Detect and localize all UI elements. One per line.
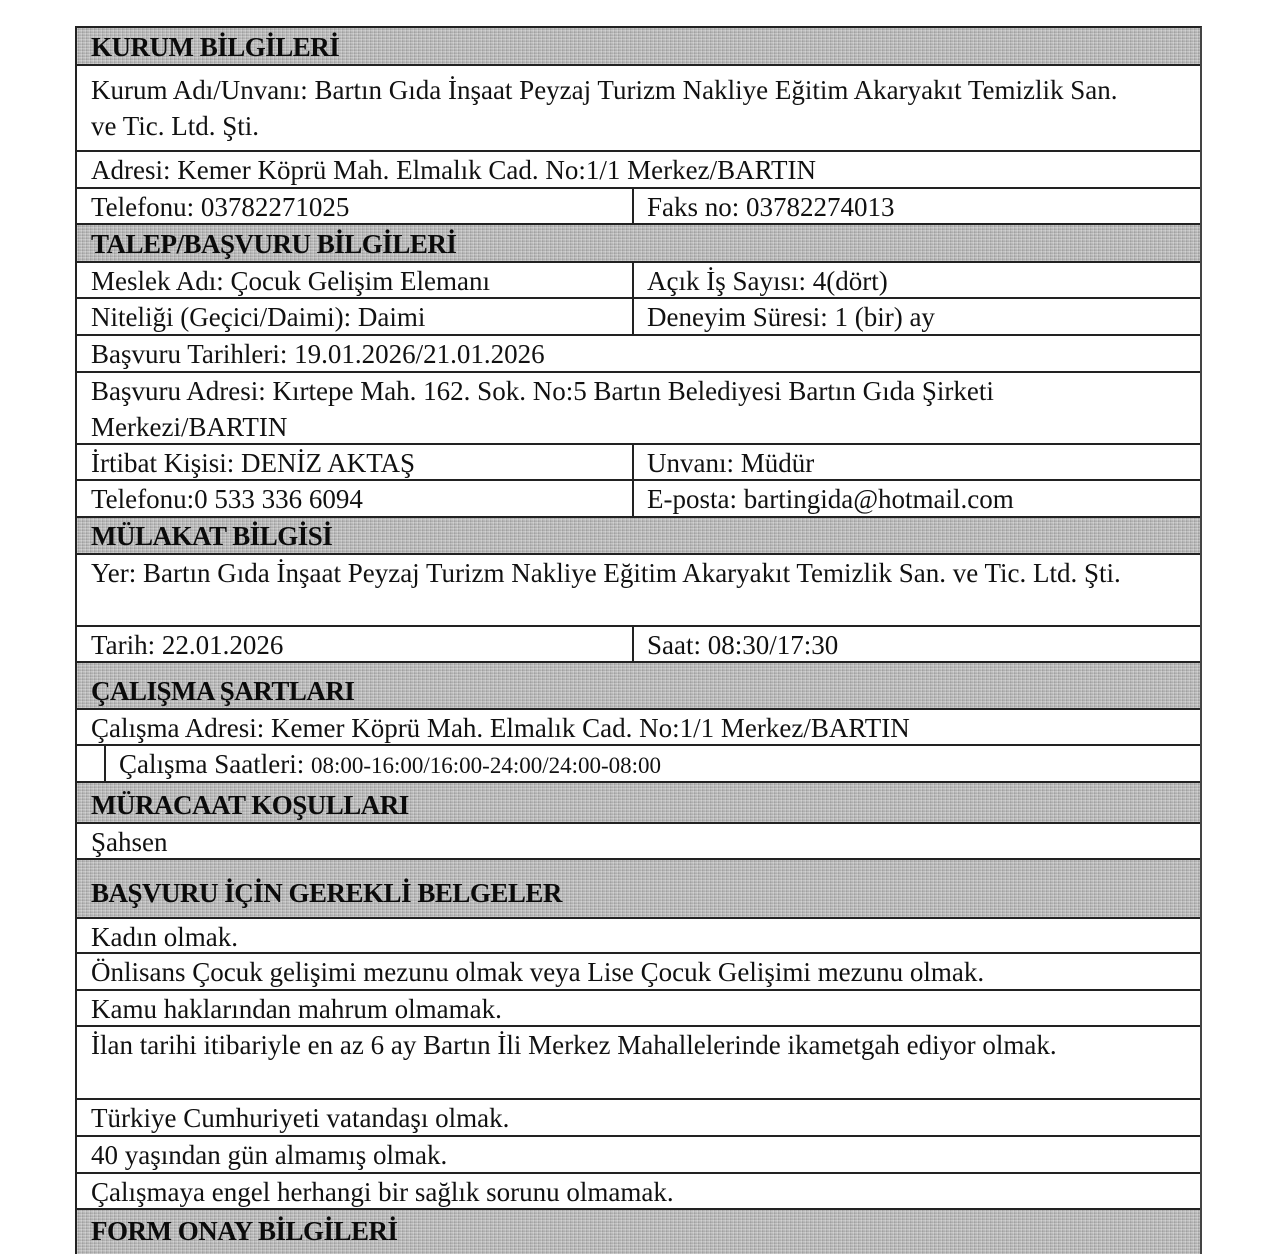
mulakat-saat: Saat: 08:30/17:30 <box>647 630 839 660</box>
section-title: MÜLAKAT BİLGİSİ <box>91 521 333 551</box>
belge-item <box>77 1174 1200 1210</box>
belge-text: Kamu haklarından mahrum olmamak. <box>91 994 502 1024</box>
row-calisma-saatleri <box>77 746 1200 783</box>
mulakat-yer: Yer: Bartın Gıda İnşaat Peyzaj Turizm Nakliye Eğitim Akaryakıt Temizlik San. ve Tic. Ltd. Şti. <box>91 558 1121 588</box>
belge-item <box>77 1100 1200 1137</box>
row-nitelik <box>77 299 1200 336</box>
mulakat-tarih: Tarih: 22.01.2026 <box>77 627 634 661</box>
belge-text: Türkiye Cumhuriyeti vatandaşı olmak. <box>91 1103 510 1133</box>
niteligi: Niteliği (Geçici/Daimi): Daimi <box>77 299 634 334</box>
kurum-adi: Kurum Adı/Unvanı: Bartın Gıda İnşaat Peyzaj Turizm Nakliye Eğitim Akaryakıt Temizlik San. ve Tic. Ltd. Şti. <box>91 75 1118 141</box>
calisma-adresi: Çalışma Adresi: Kemer Köprü Mah. Elmalık Cad. No:1/1 Merkez/BARTIN <box>91 713 910 743</box>
row-iletisim <box>77 481 1200 518</box>
belge-text: İlan tarihi itibariyle en az 6 ay Bartın İli Merkez Mahallelerinde ikametgah ediyor olmak. <box>91 1030 1057 1060</box>
meslek-adi: Meslek Adı: Çocuk Gelişim Elemanı <box>77 263 634 297</box>
kurum-adres: Adresi: Kemer Köprü Mah. Elmalık Cad. No:1/1 Merkez/BARTIN <box>91 155 816 185</box>
cell-divider <box>104 746 106 781</box>
section-header-muracaat <box>77 783 1200 824</box>
deneyim-suresi: Deneyim Süresi: 1 (bir) ay <box>647 302 935 332</box>
unvani: Unvanı: Müdür <box>647 448 815 478</box>
section-title: BAŞVURU İÇİN GEREKLİ BELGELER <box>91 878 562 908</box>
row-mulakat-yer <box>77 555 1200 627</box>
row-muracaat-kosul <box>77 824 1200 860</box>
row-calisma-adresi <box>77 710 1200 746</box>
acik-is-sayisi: Açık İş Sayısı: 4(dört) <box>647 266 888 296</box>
belge-item <box>77 919 1200 954</box>
eposta[interactable]: E-posta: bartingida@hotmail.com <box>647 484 1014 514</box>
basvuru-adresi: Başvuru Adresi: Kırtepe Mah. 162. Sok. No:5 Bartın Belediyesi Bartın Gıda Şirketi Merkezi/BARTIN <box>91 376 994 442</box>
row-meslek <box>77 263 1200 299</box>
section-title: MÜRACAAT KOŞULLARI <box>91 790 409 820</box>
row-telefon-faks <box>77 189 1200 225</box>
section-header-form-onay <box>77 1210 1200 1254</box>
section-title: KURUM BİLGİLERİ <box>91 32 340 62</box>
irtibat-kisisi: İrtibat Kişisi: DENİZ AKTAŞ <box>77 445 634 479</box>
section-header-calisma <box>77 663 1200 710</box>
section-header-kurum <box>77 28 1200 66</box>
belge-text: Kadın olmak. <box>91 922 238 952</box>
section-title: ÇALIŞMA ŞARTLARI <box>91 676 355 706</box>
belge-text: Önlisans Çocuk gelişimi mezunu olmak veya Lise Çocuk Gelişimi mezunu olmak. <box>91 957 985 987</box>
muracaat-kosul: Şahsen <box>91 827 168 857</box>
section-header-mulakat <box>77 518 1200 555</box>
calisma-saatleri-value: 08:00-16:00/16:00-24:00/24:00-08:00 <box>310 753 662 778</box>
calisma-saatleri-label: Çalışma Saatleri: <box>119 749 311 779</box>
belge-item <box>77 1137 1200 1174</box>
row-adres <box>77 152 1200 189</box>
row-irtibat <box>77 445 1200 481</box>
kurum-telefon: Telefonu: 03782271025 <box>77 189 634 223</box>
row-basvuru-tarihleri <box>77 336 1200 373</box>
row-mulakat-zaman <box>77 627 1200 663</box>
belge-item <box>77 1027 1200 1100</box>
belge-item <box>77 954 1200 991</box>
basvuru-tarihleri: Başvuru Tarihleri: 19.01.2026/21.01.2026 <box>91 339 545 369</box>
section-title: TALEP/BAŞVURU BİLGİLERİ <box>91 229 457 259</box>
belge-text: 40 yaşından gün almamış olmak. <box>91 1140 448 1170</box>
belge-item <box>77 991 1200 1027</box>
irtibat-telefon: Telefonu:0 533 336 6094 <box>77 481 634 516</box>
job-posting-table <box>75 26 1202 1254</box>
section-title: FORM ONAY BİLGİLERİ <box>91 1216 398 1246</box>
section-header-talep <box>77 225 1200 263</box>
kurum-faks: Faks no: 03782274013 <box>647 192 895 222</box>
calisma-saatleri <box>77 746 1200 781</box>
row-kurum-adi <box>77 66 1200 152</box>
row-basvuru-adresi <box>77 373 1200 445</box>
section-header-belgeler <box>77 860 1200 919</box>
belge-text: Çalışmaya engel herhangi bir sağlık sorunu olmamak. <box>91 1177 674 1207</box>
